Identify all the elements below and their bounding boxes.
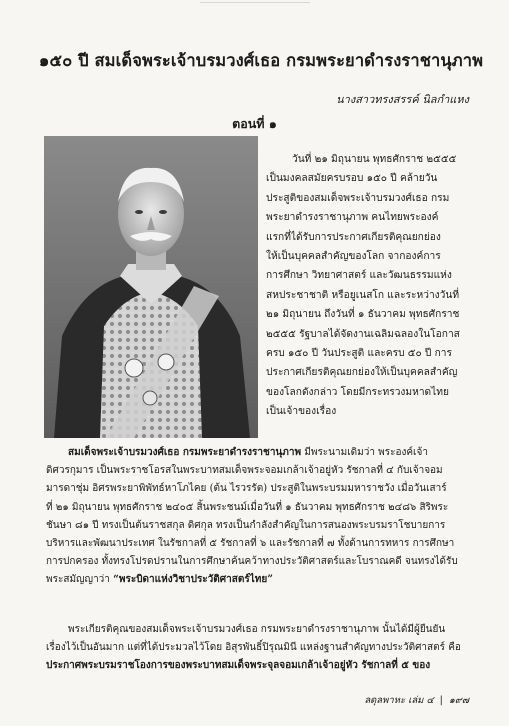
lead-text: มีพระนามเดิมว่า พระองค์เจ้า	[301, 447, 428, 458]
biography-paragraph	[46, 444, 472, 590]
intro-line: ๒๕๕๕ รัฐบาลได้จัดงานเฉลิมฉลองในโอกาส	[266, 328, 460, 340]
intro-line: ของโลกดังกล่าว โดยมีกระทรวงมหาดไทย	[266, 386, 449, 398]
journal-name: ลดุลพาหะ เล่ม ๔	[364, 695, 434, 706]
honorific-title: “พระบิดาแห่งวิชาประวัติศาสตร์ไทย”	[113, 574, 273, 586]
paragraph-line: มารดาชุ่ม อิศรพระยาพิพัทธ์หาโภไคย (ต้น ไรวรรัต) ประสูติในพระบรมมหาราชวัง เมื่อวันเสาร์	[46, 483, 447, 495]
intro-column	[266, 150, 476, 421]
article-author: นางสาวทรงสรรค์ นิลกำแหง	[336, 93, 469, 106]
intro-line: ครบ ๑๕๐ ปี วันประสูติ และครบ ๕๐ ปี การ	[266, 347, 453, 359]
intro-line: เป็นเจ้าของเรื่อง	[266, 406, 337, 418]
paragraph-line: บริหารและพัฒนาประเทศ ในรัชกาลที่ ๕ รัชกาลที่ ๖ และรัชกาลที่ ๗ ทั้งด้านการทหาร การศึกษา	[46, 537, 455, 549]
portrait-photo	[44, 136, 258, 438]
portrait-illustration	[44, 136, 258, 438]
paragraph-text: พระเกียรติคุณของสมเด็จพระเจ้าบรมวงศ์เธอ กรมพระยาดำรงราชานุภาพ นั้นได้มีผู้ยืนยัน	[68, 624, 446, 635]
paragraph-line	[46, 621, 472, 639]
intro-line: การศึกษา วิทยาศาสตร์ และวัฒนธรรมแห่ง	[266, 270, 452, 282]
episode-heading: ตอนที่ ๑	[232, 116, 277, 131]
paragraph-line: ประกาศพระบรมราชโองการของพระบาทสมเด็จพระจุลจอมเกล้าเจ้าอยู่หัว รัชกาลที่ ๕ ของ	[46, 660, 431, 671]
paragraph-line: เรื่องไว้เป็นอันมาก แต่ที่ได้ประมวลไว้โดย อิสุรพันธิ์ปิรุณมินี แหล่งฐานสำคัญทางประวัติศาสตร์ คือ	[46, 642, 461, 653]
intro-line: วันที่ ๒๑ มิถุนายน พุทธศักราช ๒๕๕๕	[292, 154, 457, 165]
intro-line: ๒๑ มิถุนายน ถึงวันที่ ๑ ธันวาคม พุทธศักราช	[266, 309, 460, 321]
article-title: ๑๕๐ ปี สมเด็จพระเจ้าบรมวงศ์เธอ กรมพระยาดำรงราชานุภาพ	[38, 51, 484, 70]
title-prefix: พระสมัญญาว่า	[46, 574, 114, 586]
intro-line: สหประชาชาติ หรือยูเนสโก และระหว่างวันที่	[266, 289, 460, 301]
paragraph-line: ดิศวรกุมาร เป็นพระราชโอรสในพระบาทสมเด็จพระจอมเกล้าเจ้าอยู่หัว รัชกาลที่ ๔ กับเจ้าจอม	[46, 465, 443, 477]
intro-line: ให้เป็นบุคคลสำคัญของโลก จากองค์การ	[266, 250, 441, 262]
intro-line: เป็นมงคลสมัยครบรอบ ๑๕๐ ปี คล้ายวัน	[266, 173, 438, 185]
prince-name: สมเด็จพระเจ้าบรมวงศ์เธอ กรมพระยาดำรงราชานุภาพ	[68, 447, 302, 458]
page-footer	[364, 693, 469, 708]
page-number: ๑๙๗	[448, 695, 469, 706]
intro-line: ประกาศเกียรติคุณยกย่องให้เป็นบุคคลสำคัญ	[266, 367, 458, 379]
paragraph-line	[46, 571, 472, 589]
footer-separator: |	[439, 695, 443, 706]
paragraph-line: ชันษา ๘๑ ปี ทรงเป็นต้นราชสกุล ดิศกุล ทรงเป็นกำลังสำคัญในการสนองพระบรมราโชบายการ	[46, 519, 446, 531]
page-top-mark	[200, 2, 310, 9]
intro-line: ประสูติของสมเด็จพระเจ้าบรมวงศ์เธอ กรม	[266, 192, 450, 204]
intro-line: พระยาดำรงราชานุภาพ คนไทยพระองค์	[266, 212, 439, 224]
intro-line: แรกที่ได้รับการประกาศเกียรติคุณยกย่อง	[266, 231, 441, 243]
second-paragraph	[46, 621, 472, 675]
paragraph-line: ที่ ๒๑ มิถุนายน พุทธศักราช ๒๔๐๕ สิ้นพระชนม์เมื่อวันที่ ๑ ธันวาคม พุทธศักราช ๒๔๘๖ สิริพระ	[46, 501, 449, 513]
paragraph-line: การปกครอง ทั้งทรงโปรดปรานในการศึกษาค้นคว้าทางประวัติศาสตร์และโบราณคดี จนทรงได้รับ	[46, 556, 458, 568]
paragraph-line	[46, 444, 472, 462]
